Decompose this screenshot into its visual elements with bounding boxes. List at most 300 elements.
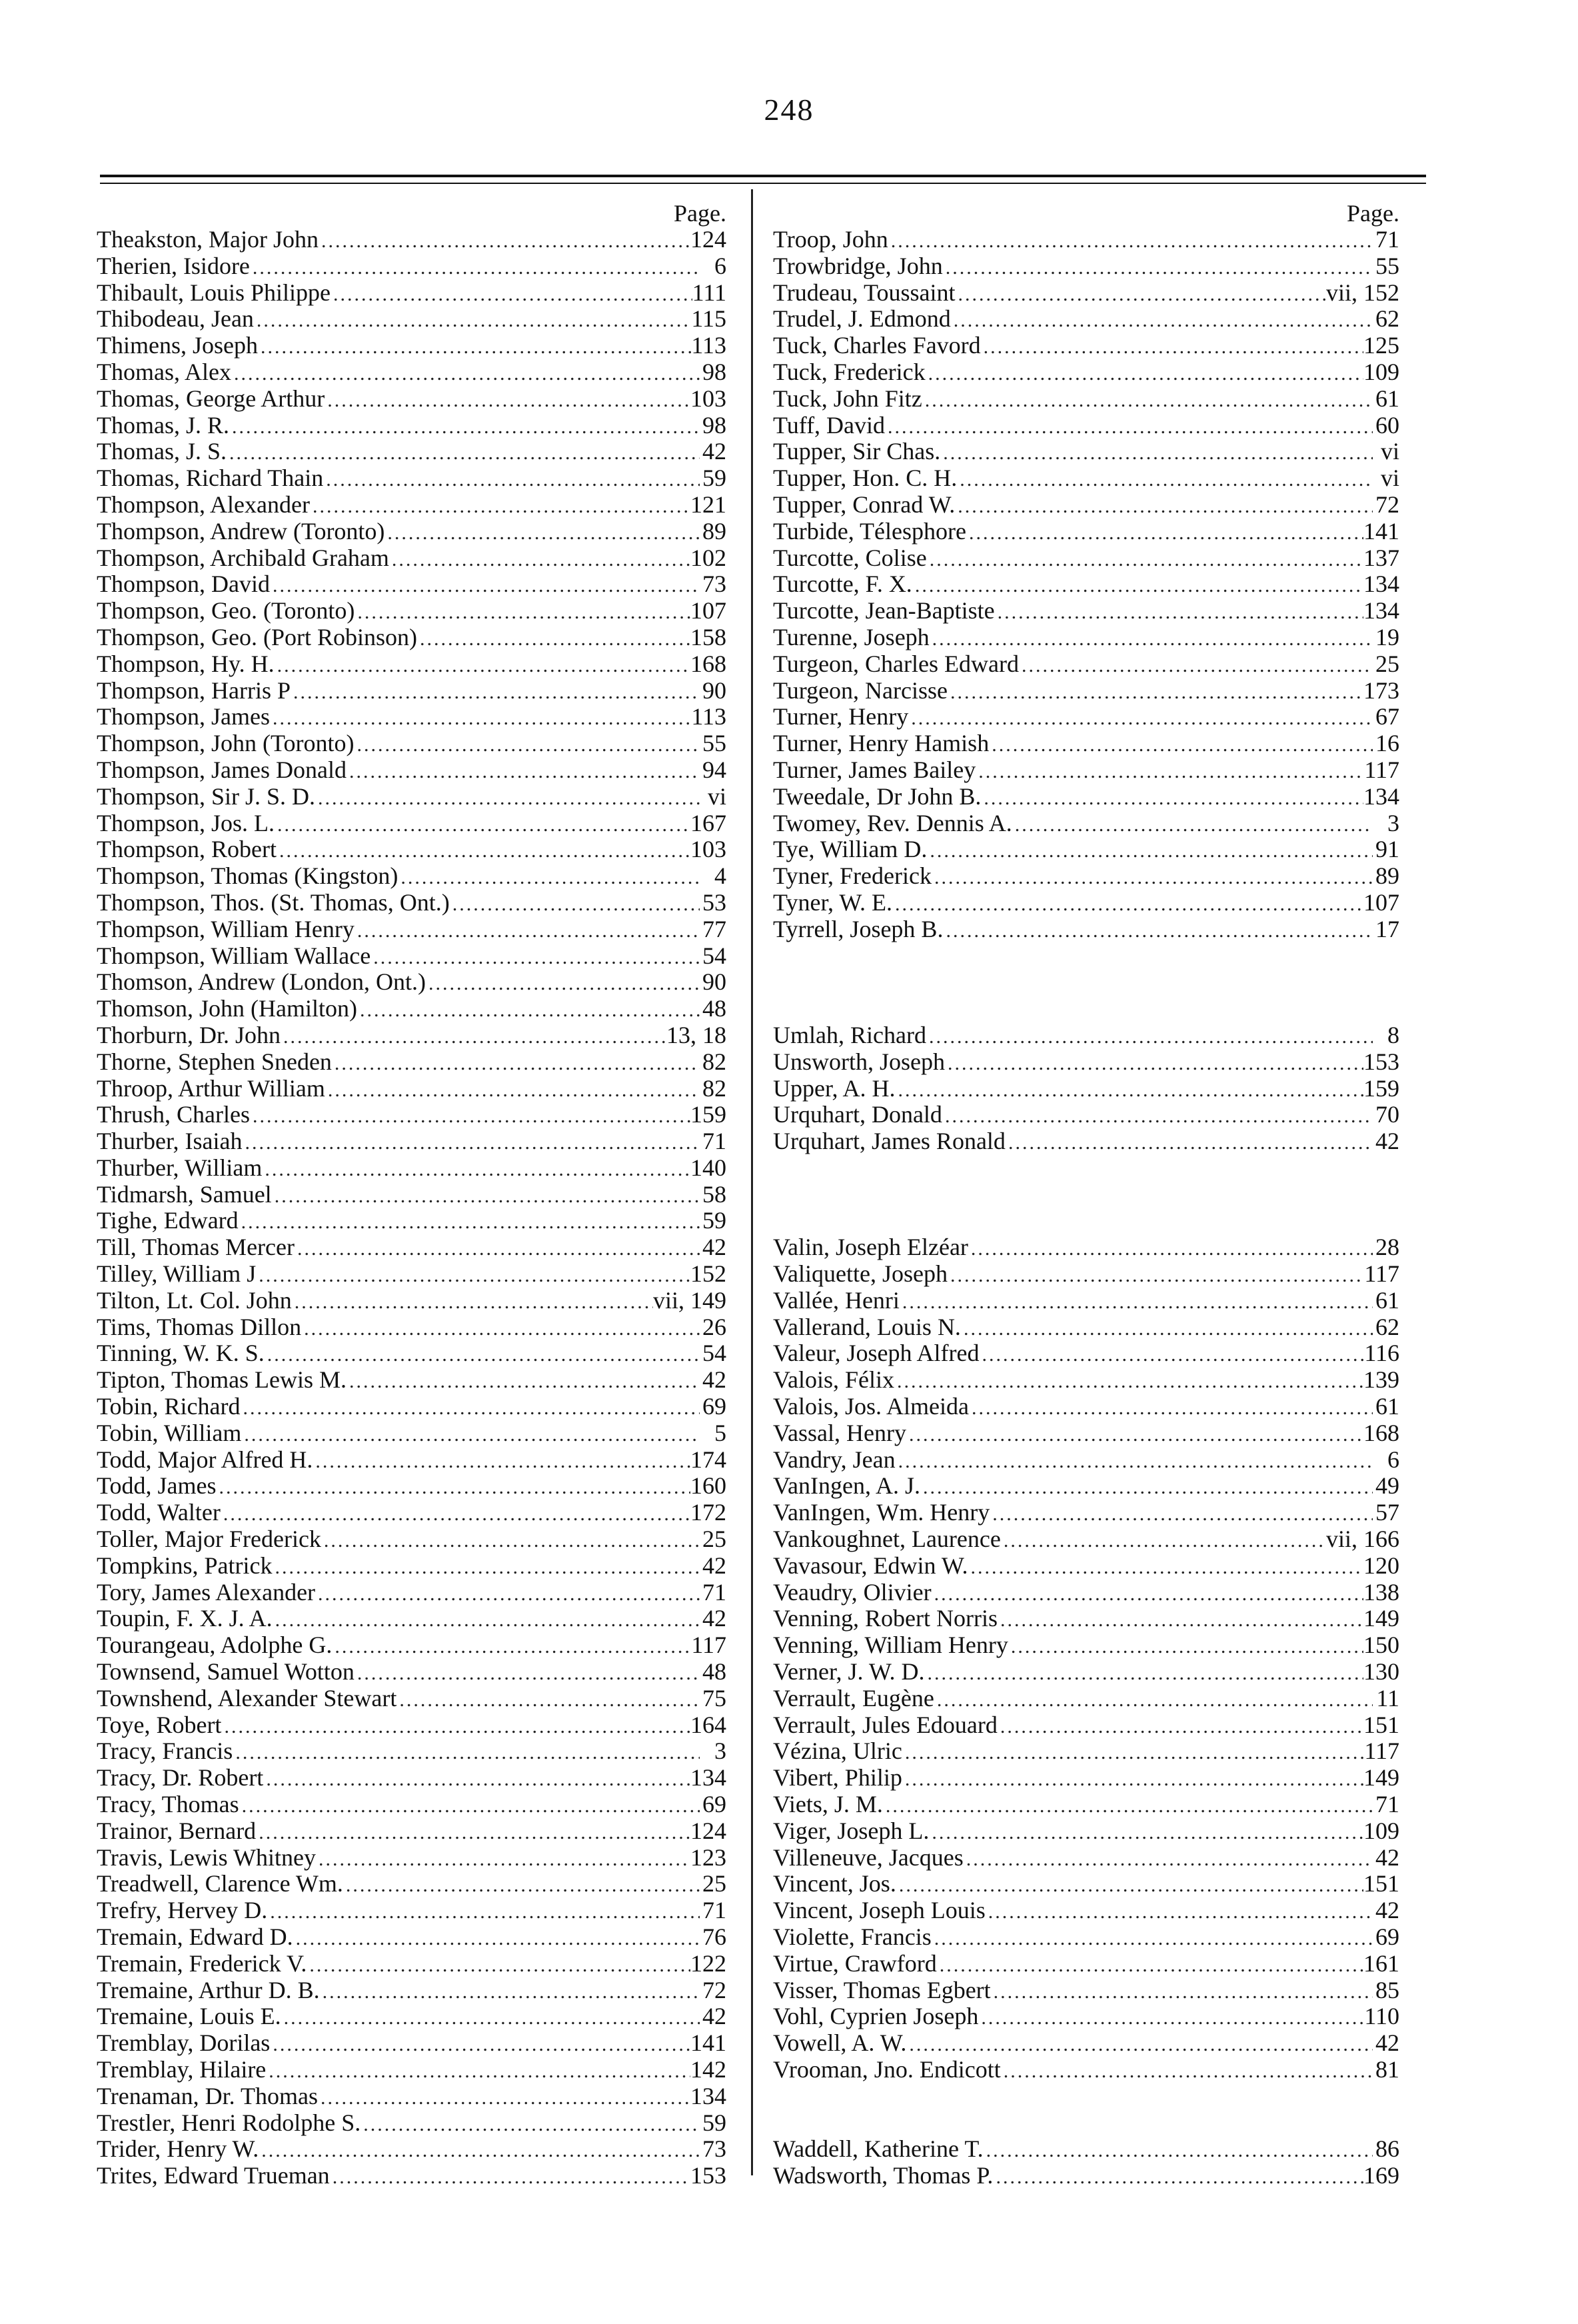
- dot-leader: [295, 1236, 700, 1261]
- entry-page: 72: [702, 1977, 726, 2003]
- index-entry: [773, 439, 1399, 465]
- entry-page: 70: [1375, 1102, 1399, 1128]
- entry-name: Valiquette, Joseph: [773, 1261, 948, 1288]
- entry-name: Thorburn, Dr. John: [97, 1022, 281, 1048]
- index-entry: [773, 1420, 1399, 1447]
- index-entry: [97, 890, 726, 916]
- entry-page: 141: [690, 2030, 726, 2057]
- entry-name: Turgeon, Charles Edward: [773, 650, 1019, 677]
- entry-name: Tremain, Frederick V.: [97, 1950, 307, 1977]
- entry-page: 122: [690, 1950, 726, 1977]
- entry-name: Thompson, Geo. (Port Robinson): [97, 624, 417, 650]
- entry-name: Tremblay, Hilaire: [97, 2056, 267, 2083]
- index-entry: [97, 1897, 726, 1924]
- entry-name: Urquhart, James Ronald: [773, 1128, 1006, 1155]
- entry-page: vii, 149: [652, 1287, 726, 1314]
- dot-leader: [319, 228, 690, 253]
- index-entry: [773, 359, 1399, 386]
- dot-leader: [929, 1819, 1363, 1845]
- entry-page: 6: [1387, 1446, 1399, 1473]
- entry-name: Violette, Francis: [773, 1924, 932, 1950]
- entry-name: Turenne, Joseph: [773, 624, 930, 650]
- entry-page: 62: [1375, 1314, 1399, 1340]
- entry-page: 168: [690, 650, 726, 677]
- dot-leader: [355, 1660, 700, 1686]
- dot-leader: [239, 1209, 700, 1234]
- dot-leader: [216, 1474, 690, 1500]
- index-entry: [773, 280, 1399, 307]
- entry-page: 71: [1375, 227, 1399, 253]
- dot-leader: [417, 626, 690, 651]
- entry-page: 49: [1375, 1473, 1399, 1500]
- dot-leader: [885, 414, 1373, 439]
- entry-page: 25: [1375, 650, 1399, 677]
- index-entry: [97, 359, 726, 386]
- entry-page: 115: [691, 306, 726, 333]
- index-entry: [97, 1686, 726, 1712]
- index-entry: [773, 1394, 1399, 1420]
- dot-leader: [943, 255, 1373, 280]
- dot-leader: [315, 785, 700, 810]
- entry-name: Throop, Arthur William: [97, 1075, 325, 1102]
- index-entry: [97, 1553, 726, 1580]
- dot-leader: [951, 307, 1373, 333]
- entry-page: 125: [1363, 333, 1399, 359]
- index-entry: [773, 1765, 1399, 1791]
- index-entry: [97, 1102, 726, 1128]
- index-entry: [773, 465, 1399, 492]
- dot-leader: [239, 1793, 700, 1818]
- entry-name: Urquhart, Donald: [773, 1102, 942, 1128]
- entry-page: 134: [1363, 783, 1399, 810]
- index-entry: [773, 2163, 1399, 2189]
- entry-name: Valin, Joseph Elzéar: [773, 1234, 968, 1261]
- dot-leader: [993, 2164, 1363, 2189]
- entry-name: Thompson, Hy. H.: [97, 650, 275, 677]
- entry-name: Turcotte, Jean-Baptiste: [773, 598, 995, 624]
- dot-leader: [301, 1316, 700, 1341]
- dot-leader: [906, 2031, 1373, 2057]
- index-entry: [97, 2163, 726, 2189]
- entry-name: Thorne, Stephen Sneden: [97, 1048, 332, 1075]
- entry-page: 172: [690, 1500, 726, 1526]
- index-entry: [97, 1340, 726, 1367]
- entry-name: Tourangeau, Adolphe G.: [97, 1632, 333, 1659]
- entry-page: 86: [1375, 2136, 1399, 2163]
- entry-page: 42: [702, 1606, 726, 1632]
- entry-page: 85: [1375, 1977, 1399, 2003]
- index-entry: [773, 1686, 1399, 1712]
- entry-name: Thompson, James Donald: [97, 756, 347, 783]
- index-entry: [97, 492, 726, 519]
- dot-leader: [932, 1581, 1363, 1606]
- dot-leader: [321, 1528, 700, 1553]
- dot-leader: [355, 918, 700, 943]
- dot-leader: [332, 1050, 700, 1076]
- index-entry: [97, 1924, 726, 1951]
- entry-name: Vohl, Cyprien Joseph: [773, 2003, 979, 2030]
- dot-leader: [940, 440, 1373, 465]
- entry-page: 69: [702, 1394, 726, 1420]
- entry-name: Veaudry, Olivier: [773, 1579, 932, 1606]
- entry-page: 77: [702, 916, 726, 942]
- entry-name: Vincent, Joseph Louis: [773, 1897, 986, 1924]
- entry-name: Turner, Henry Hamish: [773, 730, 990, 757]
- index-entry: [97, 1580, 726, 1606]
- entry-name: Valois, Jos. Almeida: [773, 1394, 969, 1420]
- entry-name: Vibert, Philip: [773, 1765, 902, 1791]
- index-entry: [773, 2057, 1399, 2083]
- entry-name: Turner, James Bailey: [773, 756, 976, 783]
- entry-page: 98: [702, 412, 726, 439]
- entry-name: Turbide, Télesphore: [773, 518, 966, 545]
- entry-name: Thimens, Joseph: [97, 333, 258, 359]
- entry-page: 48: [702, 1659, 726, 1686]
- index-entry: [773, 2003, 1399, 2030]
- section-gap: [773, 943, 1399, 970]
- dot-leader: [902, 1766, 1363, 1791]
- dot-leader: [1001, 2058, 1373, 2083]
- index-entry: [773, 545, 1399, 572]
- entry-name: Tory, James Alexander: [97, 1579, 316, 1606]
- entry-name: Thompson, Sir J. S. D.: [97, 783, 316, 810]
- right-page-header: Page.: [1347, 200, 1399, 227]
- entry-page: 149: [1363, 1765, 1399, 1791]
- entry-name: Turcotte, Colise: [773, 545, 927, 571]
- entry-name: Umlah, Richard: [773, 1022, 926, 1048]
- entry-page: 89: [702, 518, 726, 545]
- entry-page: 164: [690, 1712, 726, 1738]
- dot-leader: [242, 1130, 700, 1155]
- index-entry: [773, 1712, 1399, 1739]
- entry-page: 8: [1387, 1022, 1399, 1048]
- entry-page: 113: [691, 333, 726, 359]
- entry-page: 17: [1375, 916, 1399, 942]
- index-entry: [97, 1632, 726, 1659]
- dot-leader: [955, 493, 1373, 519]
- entry-name: Toye, Robert: [97, 1712, 222, 1738]
- index-entry: [97, 571, 726, 598]
- entry-name: Valois, Félix: [773, 1367, 895, 1394]
- entry-page: 26: [702, 1314, 726, 1340]
- index-entry: [773, 1288, 1399, 1314]
- entry-name: Trefry, Hervey D.: [97, 1897, 268, 1924]
- entry-page: 159: [690, 1102, 726, 1128]
- index-entry: [773, 624, 1399, 651]
- entry-name: Tidmarsh, Samuel: [97, 1181, 272, 1208]
- index-entry: [773, 1791, 1399, 1818]
- index-entry: [97, 730, 726, 757]
- dot-leader: [331, 281, 692, 307]
- index-entry: [97, 1977, 726, 2004]
- dot-leader: [922, 387, 1373, 413]
- dot-leader: [396, 1687, 700, 1712]
- left-column: [97, 200, 726, 2189]
- index-entry: [97, 1367, 726, 1394]
- index-entry: [97, 1049, 726, 1076]
- entry-page: 151: [1363, 1712, 1399, 1738]
- dot-leader: [265, 1342, 700, 1367]
- entry-name: Wadsworth, Thomas P.: [773, 2163, 994, 2189]
- index-entry: [97, 1818, 726, 1845]
- index-entry: [97, 863, 726, 890]
- index-entry: [97, 943, 726, 970]
- entry-page: 111: [692, 279, 726, 306]
- entry-name: VanIngen, A. J.: [773, 1473, 920, 1500]
- index-entry: [97, 439, 726, 465]
- entry-name: Thompson, Alexander: [97, 491, 310, 518]
- index-entry: [97, 545, 726, 572]
- dot-leader: [937, 1952, 1363, 1977]
- index-entry: [773, 1128, 1399, 1155]
- top-rule-thin: [100, 183, 1426, 184]
- entry-page: 152: [690, 1261, 726, 1288]
- dot-leader: [969, 1395, 1373, 1420]
- index-entry: [773, 333, 1399, 359]
- entry-page: 42: [702, 1367, 726, 1394]
- dot-leader: [325, 387, 690, 413]
- entry-name: Vallerand, Louis N.: [773, 1314, 961, 1340]
- dot-leader: [902, 1740, 1364, 1765]
- entry-page: 109: [1363, 1817, 1399, 1844]
- dot-leader: [270, 573, 700, 598]
- dot-leader: [943, 918, 1373, 943]
- entry-name: Turner, Henry: [773, 704, 909, 730]
- entry-name: Vézina, Ulric: [773, 1738, 902, 1765]
- dot-leader: [978, 2005, 1364, 2030]
- top-rule: [100, 175, 1426, 177]
- index-entry: [97, 1473, 726, 1500]
- entry-name: Thomas, J. S.: [97, 439, 227, 465]
- index-entry: [97, 1314, 726, 1341]
- entry-name: Tupper, Hon. C. H.: [773, 465, 958, 492]
- entry-page: vi: [707, 783, 726, 810]
- index-entry: [97, 704, 726, 730]
- entry-name: Tyrrell, Joseph B.: [773, 916, 944, 942]
- entry-page: 121: [690, 491, 726, 518]
- entry-name: Tobin, William: [97, 1420, 242, 1446]
- dot-leader: [956, 281, 1326, 307]
- dot-leader: [221, 1501, 690, 1526]
- index-entry: [97, 969, 726, 996]
- dot-leader: [272, 1183, 700, 1208]
- dot-leader: [330, 2164, 690, 2189]
- dot-leader: [945, 1050, 1363, 1076]
- entry-page: 110: [1364, 2003, 1399, 2030]
- entry-name: Vincent, Jos.: [773, 1871, 896, 1897]
- entry-name: Thompson, William Wallace: [97, 942, 371, 969]
- dot-leader: [906, 1422, 1363, 1447]
- dot-leader: [343, 1872, 700, 1897]
- entry-page: 90: [702, 969, 726, 996]
- entry-page: 59: [702, 1208, 726, 1234]
- dot-leader: [989, 732, 1373, 757]
- index-entry: [97, 1738, 726, 1765]
- index-entry: [97, 306, 726, 333]
- entry-page: 54: [702, 942, 726, 969]
- entry-page: 19: [1375, 624, 1399, 650]
- entry-name: Thompson, Thos. (St. Thomas, Ont.): [97, 889, 450, 916]
- section-gap: [773, 2083, 1399, 2110]
- entry-name: Tompkins, Patrick: [97, 1552, 273, 1579]
- entry-name: VanIngen, Wm. Henry: [773, 1500, 990, 1526]
- index-entry: [773, 651, 1399, 678]
- entry-name: Tremblay, Dorilas: [97, 2030, 271, 2057]
- dot-leader: [258, 334, 691, 359]
- entry-page: 161: [1363, 1950, 1399, 1977]
- entry-page: vii, 152: [1325, 279, 1399, 306]
- index-entry: [773, 890, 1399, 916]
- entry-page: 55: [702, 730, 726, 757]
- entry-name: Tracy, Francis: [97, 1738, 233, 1765]
- entry-name: Vowell, A. W.: [773, 2030, 907, 2057]
- entry-page: 102: [690, 545, 726, 571]
- entry-name: Verner, J. W. D.: [773, 1659, 925, 1686]
- index-entry: [97, 624, 726, 651]
- column-divider: [751, 189, 753, 2175]
- index-entry: [97, 1208, 726, 1234]
- index-entry: [97, 2030, 726, 2057]
- dot-leader: [227, 440, 700, 465]
- section-gap: [773, 1208, 1399, 1234]
- dot-leader: [318, 2085, 690, 2110]
- entry-name: Tuck, Charles Favord: [773, 333, 981, 359]
- index-entry: [97, 1871, 726, 1897]
- index-entry: [97, 1659, 726, 1686]
- dot-leader: [385, 520, 700, 545]
- entry-name: Vandry, Jean: [773, 1446, 896, 1473]
- index-entry: [97, 280, 726, 307]
- dot-leader: [332, 1634, 691, 1659]
- entry-name: Trowbridge, John: [773, 253, 943, 279]
- index-entry: [773, 227, 1399, 253]
- entry-name: Verrault, Jules Edouard: [773, 1712, 998, 1738]
- entry-name: Todd, Walter: [97, 1500, 221, 1526]
- index-entry: [773, 492, 1399, 519]
- entry-name: Turcotte, F. X.: [773, 571, 912, 598]
- entry-page: 98: [702, 359, 726, 385]
- dot-leader: [976, 758, 1364, 784]
- entry-page: 120: [1363, 1552, 1399, 1579]
- dot-leader: [281, 2005, 700, 2030]
- dot-leader: [256, 1819, 690, 1845]
- index-entry: [773, 1049, 1399, 1076]
- entry-page: 113: [691, 704, 726, 730]
- dot-leader: [964, 1846, 1373, 1871]
- dot-leader: [325, 1077, 700, 1102]
- dot-leader: [259, 2137, 700, 2163]
- dot-leader: [310, 493, 690, 519]
- entry-page: 130: [1363, 1659, 1399, 1686]
- dot-leader: [896, 1077, 1363, 1102]
- entry-page: 134: [1363, 598, 1399, 624]
- entry-name: Vassal, Henry: [773, 1420, 906, 1446]
- index-entry: [773, 1076, 1399, 1102]
- entry-name: Thurber, William: [97, 1154, 263, 1181]
- entry-name: Thompson, Thomas (Kingston): [97, 863, 398, 890]
- entry-page: 42: [1375, 2030, 1399, 2057]
- dot-leader: [1019, 652, 1373, 678]
- index-entry: [773, 1340, 1399, 1367]
- entry-page: 137: [1363, 545, 1399, 571]
- dot-leader: [998, 1607, 1363, 1632]
- entry-page: 71: [1375, 1791, 1399, 1818]
- entry-name: Trudeau, Toussaint: [773, 279, 956, 306]
- entry-name: Venning, Robert Norris: [773, 1606, 998, 1632]
- entry-page: 69: [1375, 1924, 1399, 1950]
- entry-name: Trites, Edward Trueman: [97, 2163, 330, 2189]
- dot-leader: [1001, 1528, 1326, 1553]
- entry-page: 117: [1364, 756, 1399, 783]
- index-entry: [97, 1447, 726, 1474]
- index-entry: [773, 2030, 1399, 2057]
- index-entry: [773, 1102, 1399, 1128]
- entry-name: Thompson, William Henry: [97, 916, 355, 942]
- index-entry: [773, 598, 1399, 624]
- dot-leader: [1008, 1634, 1363, 1659]
- entry-page: 141: [1363, 518, 1399, 545]
- dot-leader: [426, 970, 700, 996]
- entry-page: 117: [1364, 1738, 1399, 1765]
- entry-name: Townshend, Alexander Stewart: [97, 1685, 397, 1712]
- entry-page: 160: [690, 1473, 726, 1500]
- dot-leader: [968, 1554, 1363, 1580]
- dot-leader: [316, 1846, 690, 1871]
- index-entry: [773, 1526, 1399, 1553]
- entry-page: 75: [702, 1685, 726, 1712]
- entry-name: Vavasour, Edwin W.: [773, 1552, 968, 1579]
- dot-leader: [254, 307, 691, 333]
- dot-leader: [892, 891, 1363, 916]
- entry-name: Tuff, David: [773, 412, 886, 439]
- index-entry: [97, 2110, 726, 2137]
- entry-name: Tremaine, Arthur D. B.: [97, 1977, 320, 2003]
- index-entry: [773, 1580, 1399, 1606]
- dot-leader: [240, 1395, 700, 1420]
- dot-leader: [948, 1262, 1364, 1288]
- entry-name: Tuck, Frederick: [773, 359, 926, 385]
- entry-page: 140: [690, 1154, 726, 1181]
- entry-name: Treadwell, Clarence Wm.: [97, 1871, 343, 1897]
- dot-leader: [270, 705, 691, 730]
- entry-name: Tremaine, Louis E.: [97, 2003, 281, 2030]
- entry-page: 123: [690, 1844, 726, 1871]
- index-entry: [773, 704, 1399, 730]
- left-page-header: Page.: [674, 200, 726, 227]
- index-entry: [97, 1022, 726, 1049]
- index-entry: [773, 836, 1399, 863]
- entry-page: 42: [702, 1234, 726, 1261]
- entry-page: 42: [1375, 1128, 1399, 1155]
- entry-page: 103: [690, 385, 726, 412]
- entry-page: 11: [1376, 1685, 1399, 1712]
- entry-page: 25: [702, 1871, 726, 1897]
- index-entry: [97, 227, 726, 253]
- entry-page: 4: [714, 863, 726, 890]
- index-entry: [773, 413, 1399, 439]
- index-entry: [773, 916, 1399, 943]
- index-entry: [773, 1314, 1399, 1341]
- entry-name: Toupin, F. X. J. A.: [97, 1606, 273, 1632]
- entry-name: Thompson, Jos. L.: [97, 810, 275, 836]
- index-entry: [97, 465, 726, 492]
- page-number: 248: [764, 93, 814, 127]
- dot-leader: [888, 228, 1373, 253]
- index-entry: [773, 810, 1399, 837]
- entry-name: Tighe, Edward: [97, 1208, 239, 1234]
- index-entry: [773, 253, 1399, 280]
- index-entry: [97, 519, 726, 545]
